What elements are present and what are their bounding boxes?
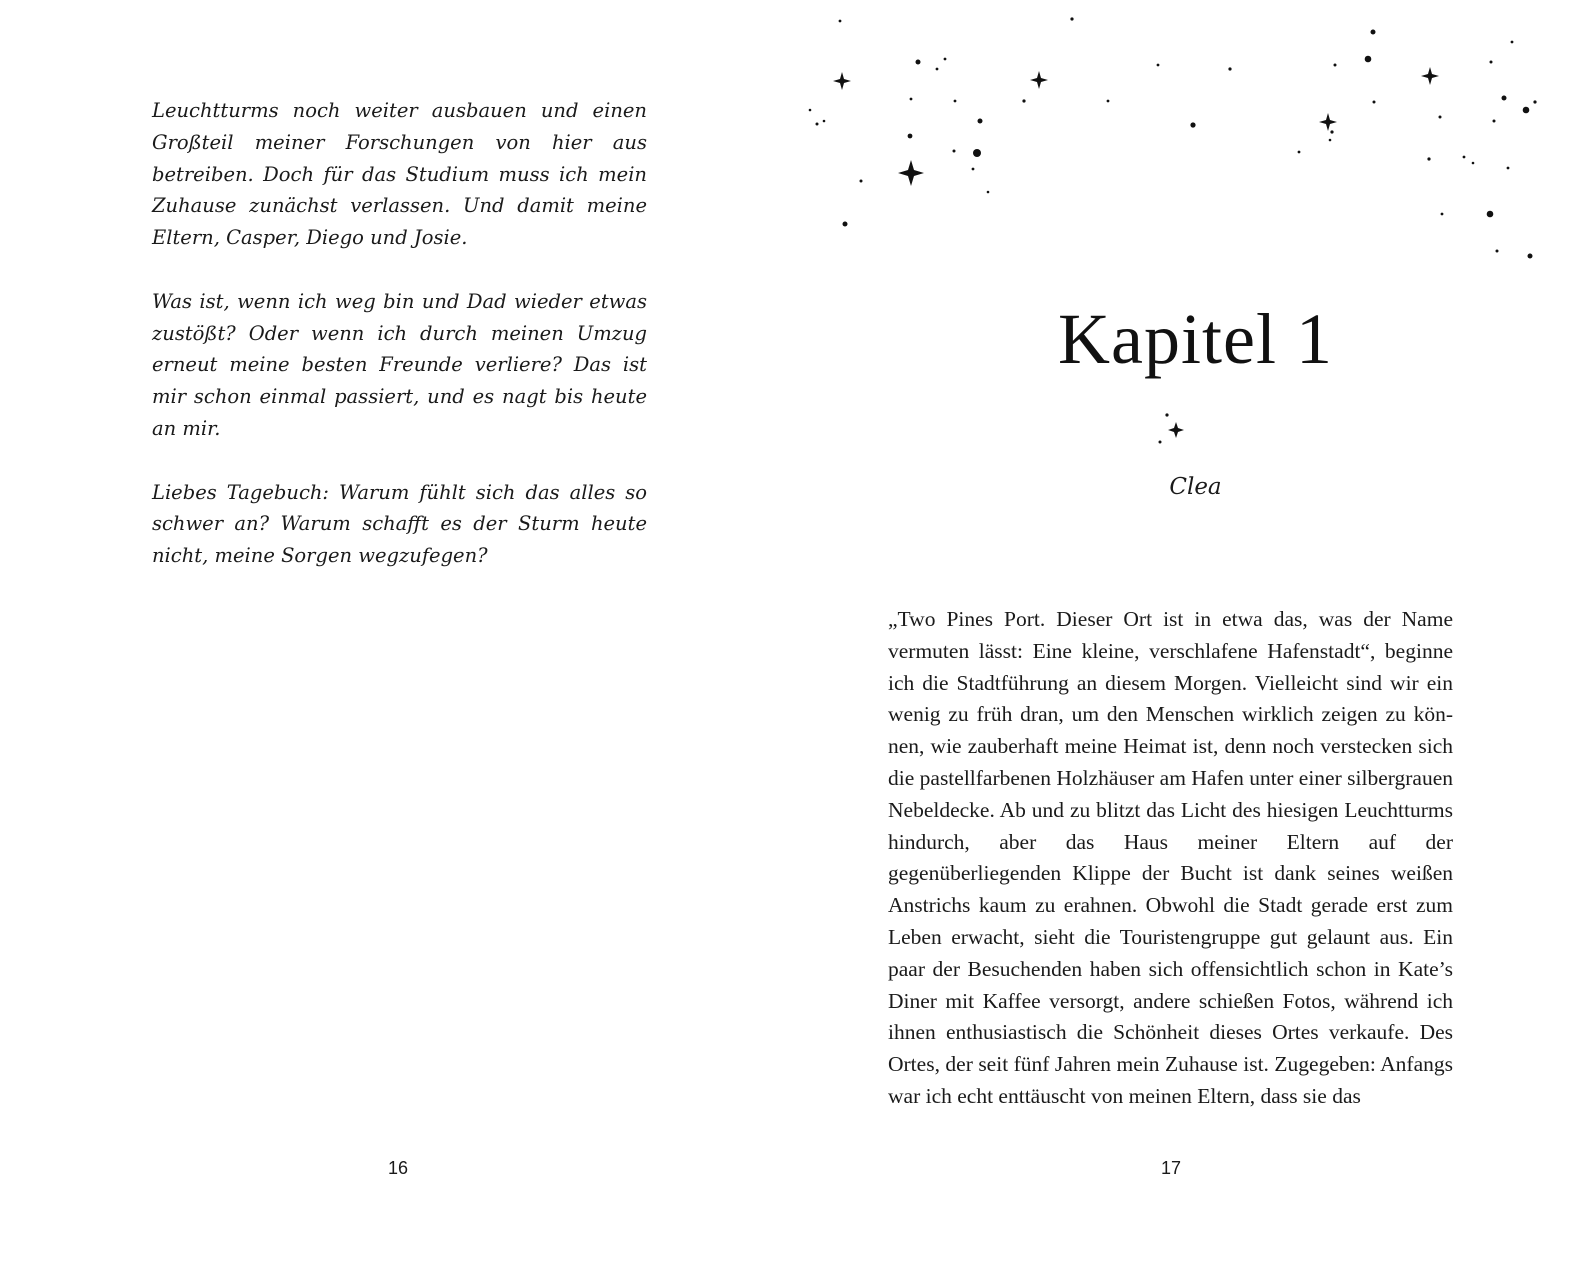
sparkle-ornament-icon (1152, 404, 1242, 450)
diary-paragraph-2: Was ist, wenn ich weg bin und Dad wieder etwas zustößt? Oder wenn ich durch meinen Umzug erneut meine besten Freunde verliere? Das ist mir schon einmal passiert, und es nagt bis heute an mir. (152, 289, 647, 440)
diary-paragraph-1: Leuchtturms noch weiter ausbauen und einen Großteil meiner Forschungen von hier aus betreiben. Doch für das Studium muss ich mein Zuhause zunächst verlassen. Und damit meine Eltern, Casper, Diego und Josie. (152, 99, 647, 250)
chapter-narrator: Clea (1169, 474, 1222, 500)
diary-entry (152, 95, 647, 604)
starry-sky-illustration (797, 0, 1594, 290)
right-page (797, 0, 1594, 1270)
diary-paragraph-3: Liebes Tagebuch: Warum fühlt sich das alles so schwer an? Warum schafft es der Sturm heute nicht, meine Sorgen wegzufegen? (152, 480, 647, 568)
page-number-left: 16 (387, 1158, 409, 1178)
chapter-body-text: „Two Pines Port. Dieser Ort ist in etwa das, was der Name vermuten lässt: Eine kleine, verschlafene Hafenstadt“, beginne ich die Stadtführung an diesem Morgen. Vielleicht sind wir ein wenig zu früh dran, um den Menschen wirklich zeigen zu können, wie zauberhaft meine Heimat ist, denn noch verstecken sich die pastellfarbenen Holzhäuser am Hafen unter einer silbergrauen Nebeldecke. Ab und zu blitzt das Licht des hiesigen Leuchtturms hindurch, aber das Haus meiner Eltern auf der gegenüberliegenden Klippe der Bucht ist dank seines weißen Anstrichs kaum zu erahnen. Obwohl die Stadt gerade erst zum Leben erwacht, sieht die Touristengruppe gut gelaunt aus. Ein paar der Besuchenden haben sich offensichtlich schon in Kate’s Diner mit Kaffee versorgt, andere schießen Fotos, während ich ihnen enthusiastisch die Schönheit dieses Ortes verkaufe. Des Ortes, der seit fünf Jahren mein Zuhause ist. Zugegeben: Anfangs war ich echt enttäuscht von meinen Eltern, dass sie das (888, 607, 1453, 1108)
page-number-right: 17 (1160, 1158, 1182, 1178)
chapter-title: Kapitel 1 (1058, 299, 1333, 379)
